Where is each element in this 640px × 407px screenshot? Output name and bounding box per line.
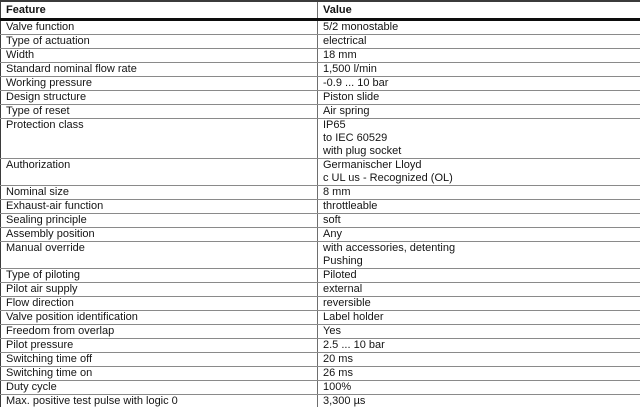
value-line: with accessories, detenting: [323, 242, 456, 254]
table-row: [1, 325, 640, 339]
value-cell: [318, 91, 640, 105]
table-row: [1, 91, 640, 105]
feature-cell: Assembly position: [1, 228, 318, 242]
value-line: Air spring: [323, 105, 370, 117]
value-line: to IEC 60529: [323, 132, 388, 144]
table-row: [1, 311, 640, 325]
value-cell: [318, 63, 640, 77]
feature-cell: Type of reset: [1, 105, 318, 119]
feature-cell: Duty cycle: [1, 381, 318, 395]
value-line: external: [323, 283, 363, 295]
value-cell: [318, 325, 640, 339]
table-row: [1, 77, 640, 91]
spec-table-body: [1, 20, 640, 407]
value-line: with plug socket: [323, 145, 402, 157]
table-row: [1, 200, 640, 214]
value-line: 100%: [323, 381, 352, 393]
table-row: [1, 395, 640, 407]
value-line: throttleable: [323, 200, 378, 212]
value-line: 3,300 µs: [323, 395, 366, 407]
table-row: [1, 242, 640, 269]
value-cell: [318, 381, 640, 395]
value-line: 5/2 monostable: [323, 21, 399, 33]
table-row: [1, 63, 640, 77]
table-row: [1, 381, 640, 395]
feature-cell: Standard nominal flow rate: [1, 63, 318, 77]
value-cell: [318, 77, 640, 91]
table-row: [1, 228, 640, 242]
value-line: -0.9 ... 10 bar: [323, 77, 389, 89]
feature-cell: Working pressure: [1, 77, 318, 91]
table-row: [1, 159, 640, 186]
value-cell: [318, 20, 640, 35]
value-cell: [318, 269, 640, 283]
table-row: [1, 269, 640, 283]
value-line: soft: [323, 214, 341, 226]
column-header-value: Value: [318, 1, 640, 20]
value-cell: [318, 105, 640, 119]
value-line: reversible: [323, 297, 371, 309]
value-line: Germanischer Lloyd: [323, 159, 422, 171]
value-cell: [318, 395, 640, 407]
value-line: Yes: [323, 325, 341, 337]
value-cell: [318, 297, 640, 311]
value-cell: [318, 119, 640, 159]
value-cell: [318, 35, 640, 49]
table-row: [1, 49, 640, 63]
value-cell: [318, 200, 640, 214]
table-row: [1, 339, 640, 353]
table-row: [1, 297, 640, 311]
feature-cell: Max. positive test pulse with logic 0: [1, 395, 318, 407]
value-cell: [318, 242, 640, 269]
value-cell: [318, 186, 640, 200]
value-line: Piston slide: [323, 91, 380, 103]
value-cell: [318, 353, 640, 367]
value-line: Pushing: [323, 255, 363, 267]
value-line: 8 mm: [323, 186, 351, 198]
feature-cell: Authorization: [1, 159, 318, 186]
table-row: [1, 353, 640, 367]
table-row: [1, 214, 640, 228]
spec-table-head: [1, 1, 640, 20]
value-line: 20 ms: [323, 353, 353, 365]
value-line: 18 mm: [323, 49, 357, 61]
value-cell: [318, 159, 640, 186]
value-line: Piloted: [323, 269, 357, 281]
value-cell: [318, 311, 640, 325]
feature-cell: Width: [1, 49, 318, 63]
value-cell: [318, 228, 640, 242]
feature-cell: Switching time on: [1, 367, 318, 381]
table-row: [1, 35, 640, 49]
value-cell: [318, 367, 640, 381]
value-cell: [318, 339, 640, 353]
value-cell: [318, 283, 640, 297]
feature-cell: Exhaust-air function: [1, 200, 318, 214]
feature-cell: Manual override: [1, 242, 318, 269]
value-line: Any: [323, 228, 342, 240]
feature-cell: Flow direction: [1, 297, 318, 311]
value-line: IP65: [323, 119, 346, 131]
table-row: [1, 283, 640, 297]
feature-cell: Design structure: [1, 91, 318, 105]
value-line: 26 ms: [323, 367, 353, 379]
header-row: [1, 1, 640, 20]
value-cell: [318, 49, 640, 63]
table-row: [1, 119, 640, 159]
feature-cell: Protection class: [1, 119, 318, 159]
feature-cell: Type of actuation: [1, 35, 318, 49]
value-line: electrical: [323, 35, 367, 47]
table-row: [1, 367, 640, 381]
table-row: [1, 105, 640, 119]
feature-cell: Valve position identification: [1, 311, 318, 325]
feature-cell: Sealing principle: [1, 214, 318, 228]
value-line: Label holder: [323, 311, 384, 323]
feature-cell: Nominal size: [1, 186, 318, 200]
value-cell: [318, 214, 640, 228]
value-line: 2.5 ... 10 bar: [323, 339, 385, 351]
value-line: c UL us - Recognized (OL): [323, 172, 453, 184]
feature-cell: Freedom from overlap: [1, 325, 318, 339]
feature-cell: Valve function: [1, 20, 318, 35]
column-header-feature: Feature: [1, 1, 318, 20]
feature-cell: Pilot pressure: [1, 339, 318, 353]
value-line: 1,500 l/min: [323, 63, 377, 75]
table-row: [1, 20, 640, 35]
feature-cell: Pilot air supply: [1, 283, 318, 297]
feature-cell: Switching time off: [1, 353, 318, 367]
table-row: [1, 186, 640, 200]
feature-cell: Type of piloting: [1, 269, 318, 283]
